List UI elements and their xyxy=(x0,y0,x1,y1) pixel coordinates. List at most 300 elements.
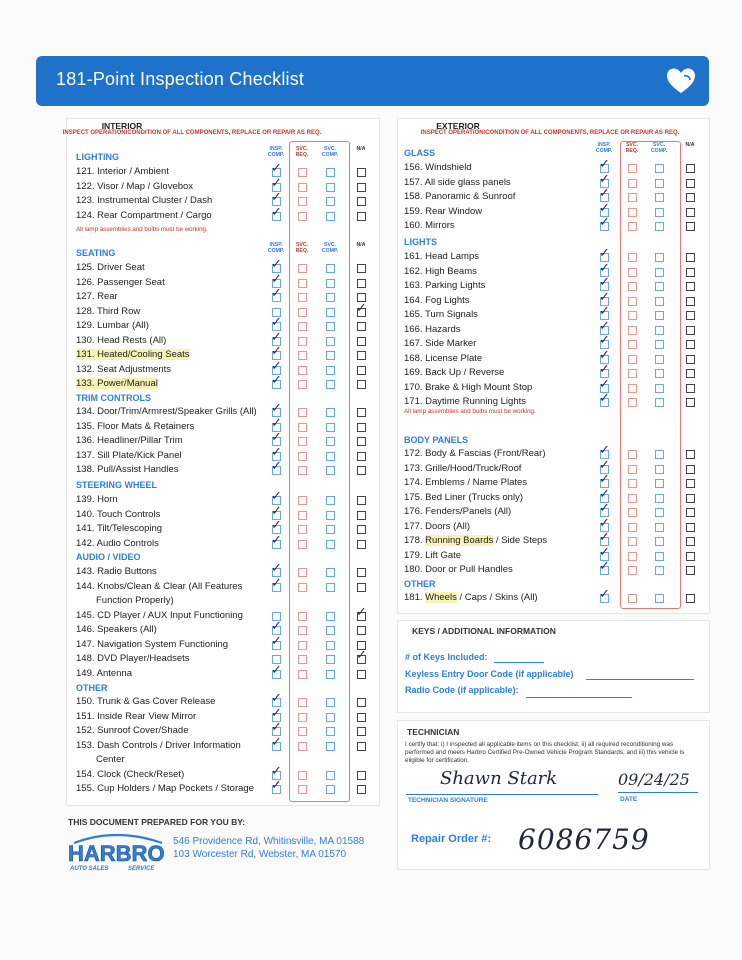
checkmark-icon: ✓ xyxy=(356,300,367,316)
checkbox-svc[interactable] xyxy=(628,208,637,217)
checkmark-icon: ✓ xyxy=(599,157,610,172)
checkbox-na[interactable] xyxy=(357,279,366,288)
checkbox-na[interactable] xyxy=(357,423,366,432)
checkbox-comp[interactable] xyxy=(655,508,664,517)
checkbox-svc[interactable] xyxy=(628,508,637,517)
checkbox-comp[interactable] xyxy=(655,566,664,575)
checkbox-na[interactable] xyxy=(686,508,695,517)
checkbox-na[interactable] xyxy=(686,355,695,364)
checklist-item-label: 155. Cup Holders / Map Pockets / Storage xyxy=(76,783,254,794)
checklist-item-label: 180. Door or Pull Handles xyxy=(404,564,513,575)
harbro-logo xyxy=(66,833,168,873)
checkbox-comp[interactable] xyxy=(655,340,664,349)
checkbox-comp[interactable] xyxy=(655,594,664,603)
category-body: BODY PANELS xyxy=(404,435,469,445)
checkbox-na[interactable] xyxy=(686,340,695,349)
checkbox-na[interactable] xyxy=(686,222,695,231)
checkbox-comp[interactable] xyxy=(326,785,335,794)
checklist-item-label: 122. Visor / Map / Glovebox xyxy=(76,180,194,192)
checkbox-na[interactable] xyxy=(686,479,695,488)
checkbox-na[interactable] xyxy=(357,568,366,577)
checkbox-svc[interactable] xyxy=(298,713,307,722)
checkbox-na[interactable] xyxy=(357,698,366,707)
checkbox-na[interactable] xyxy=(357,351,366,360)
checkbox-comp[interactable] xyxy=(326,511,335,520)
checklist-item-label: 121. Interior / Ambient xyxy=(76,166,169,177)
checkbox-na[interactable] xyxy=(686,398,695,407)
checkbox-comp[interactable] xyxy=(326,713,335,722)
checkbox-comp[interactable] xyxy=(326,423,335,432)
checkbox-na[interactable] xyxy=(357,437,366,446)
checkbox-comp[interactable] xyxy=(326,742,335,751)
checkbox-na[interactable] xyxy=(686,384,695,393)
checkbox-comp[interactable] xyxy=(326,540,335,549)
exterior-subtitle: INSPECT OPERATION/CONDITION OF ALL COMPONENTS, REPLACE OR REPAIR AS REQ. xyxy=(420,130,680,136)
checkmark-icon: ✓ xyxy=(271,358,282,374)
checkbox-svc[interactable] xyxy=(298,197,307,206)
checkbox-svc[interactable] xyxy=(298,583,307,592)
checkbox-svc[interactable] xyxy=(628,179,637,188)
keyless-code-label: Keyless Entry Door Code (if applicable) xyxy=(405,669,574,679)
checkbox-comp[interactable] xyxy=(326,612,335,621)
checklist-item-label: Center xyxy=(96,754,125,765)
checkbox-comp[interactable] xyxy=(326,308,335,317)
checkmark-icon: ✓ xyxy=(271,503,282,519)
checkbox-comp[interactable] xyxy=(326,337,335,346)
checkbox-svc[interactable] xyxy=(298,366,307,375)
checkbox-na[interactable] xyxy=(686,537,695,546)
checkmark-icon: ✓ xyxy=(271,691,282,706)
checklist-item-label: 150. Trunk & Gas Cover Release xyxy=(76,696,216,707)
highlighted-text: Wheels xyxy=(425,592,457,603)
checkbox-na[interactable] xyxy=(357,727,366,736)
checkbox-svc[interactable] xyxy=(298,408,307,417)
checkbox-comp[interactable] xyxy=(655,179,664,188)
checkbox-na[interactable] xyxy=(686,594,695,603)
checklist-item-label: 130. Head Rests (All) xyxy=(76,334,167,346)
checkbox-comp[interactable] xyxy=(326,408,335,417)
checkbox-na[interactable] xyxy=(357,626,366,635)
checkbox-comp[interactable] xyxy=(655,193,664,202)
radio-code-field[interactable] xyxy=(526,697,632,698)
checkmark-icon: ✓ xyxy=(271,175,282,191)
checkbox-comp[interactable] xyxy=(326,279,335,288)
checkmark-icon: ✓ xyxy=(271,734,282,750)
checklist-item-label: 174. Emblems / Name Plates xyxy=(404,477,528,488)
checkbox-svc[interactable] xyxy=(628,537,637,546)
checkbox-comp[interactable] xyxy=(326,183,335,192)
checklist-item-label: 123. Instrumental Cluster / Dash xyxy=(76,195,213,206)
checkbox-comp[interactable] xyxy=(326,437,335,446)
checkbox-svc[interactable] xyxy=(628,384,637,393)
checkmark-icon: ✓ xyxy=(271,430,282,445)
checklist-item-label: 134. Door/Trim/Armrest/Speaker Grills (All) xyxy=(76,406,257,417)
checkbox-na[interactable] xyxy=(357,380,366,389)
checkmark-icon: ✓ xyxy=(271,778,282,793)
radio-code-label: Radio Code (if applicable): xyxy=(405,685,519,695)
checkbox-na[interactable] xyxy=(357,713,366,722)
checkbox-na[interactable] xyxy=(686,523,695,532)
checkbox-svc[interactable] xyxy=(298,423,307,432)
checkbox-svc[interactable] xyxy=(298,337,307,346)
checkbox-comp[interactable] xyxy=(326,698,335,707)
checkmark-icon: ✓ xyxy=(271,329,282,345)
checklist-item-label: 127. Rear xyxy=(76,291,118,302)
checkmark-icon: ✓ xyxy=(271,344,282,359)
checkbox-na[interactable] xyxy=(686,311,695,320)
checklist-item-label: 141. Tilt/Telescoping xyxy=(76,523,163,534)
checkbox-na[interactable] xyxy=(686,253,695,262)
checkbox-svc[interactable] xyxy=(298,568,307,577)
checkbox-svc[interactable] xyxy=(628,494,637,503)
checkbox-comp[interactable] xyxy=(655,355,664,364)
checkbox-comp[interactable] xyxy=(655,537,664,546)
checkmark-icon: ✓ xyxy=(271,459,282,474)
checkbox-svc[interactable] xyxy=(298,727,307,736)
checkbox-svc[interactable] xyxy=(628,311,637,320)
checkbox-na[interactable] xyxy=(357,337,366,346)
checkmark-icon: ✓ xyxy=(599,391,610,406)
checkmark-icon: ✓ xyxy=(599,260,610,276)
checkbox-na[interactable] xyxy=(686,179,695,188)
checklist-item-label: 152. Sunroof Cover/Shade xyxy=(76,725,189,736)
checkbox-svc[interactable] xyxy=(298,742,307,751)
checkbox-comp[interactable] xyxy=(655,164,664,173)
checkmark-icon: ✓ xyxy=(599,501,610,516)
checkbox-comp[interactable] xyxy=(655,208,664,217)
checkbox-na[interactable] xyxy=(686,297,695,306)
checkmark-icon: ✓ xyxy=(271,633,282,649)
checkbox-na[interactable] xyxy=(357,540,366,549)
checkbox-svc[interactable] xyxy=(298,771,307,780)
checkmark-icon: ✓ xyxy=(599,289,610,305)
checkmark-icon: ✓ xyxy=(271,720,282,735)
column-header-svc: SVC. REQ. xyxy=(295,242,309,254)
category-seating: SEATING xyxy=(76,248,116,258)
checkbox-na[interactable] xyxy=(686,282,695,291)
checkmark-icon: ✓ xyxy=(271,257,282,272)
checkmark-icon: ✓ xyxy=(599,171,610,187)
checkbox-na[interactable] xyxy=(357,183,366,192)
checkbox-na[interactable] xyxy=(686,208,695,217)
checkbox-comp[interactable] xyxy=(655,479,664,488)
date-line[interactable] xyxy=(618,792,698,793)
checkbox-comp[interactable] xyxy=(655,552,664,561)
checkmark-icon: ✓ xyxy=(271,705,282,721)
checkbox-na[interactable] xyxy=(686,369,695,378)
checkbox-svc[interactable] xyxy=(298,293,307,302)
signature-label: TECHNICIAN SIGNATURE xyxy=(408,797,488,804)
checkbox-svc[interactable] xyxy=(298,212,307,221)
checkbox-comp[interactable] xyxy=(655,222,664,231)
checkmark-icon: ✓ xyxy=(271,575,282,591)
checkbox-na[interactable] xyxy=(357,525,366,534)
checkbox-na[interactable] xyxy=(357,212,366,221)
checklist-item-label: 132. Seat Adjustments xyxy=(76,363,172,375)
checklist-item-label: 168. License Plate xyxy=(404,352,483,364)
checkbox-na[interactable] xyxy=(357,496,366,505)
checkmark-icon: ✓ xyxy=(271,444,282,460)
checklist-item-label: 133. Power/Manual xyxy=(76,378,158,389)
checkbox-na[interactable] xyxy=(686,465,695,474)
checkbox-comp[interactable] xyxy=(326,351,335,360)
checkbox-na[interactable] xyxy=(357,264,366,273)
checklist-item-label: 151. Inside Rear View Mirror xyxy=(76,710,197,722)
checkbox-svc[interactable] xyxy=(298,670,307,679)
signature-line[interactable] xyxy=(406,794,598,795)
checkbox-na[interactable] xyxy=(357,771,366,780)
checkbox-comp[interactable] xyxy=(326,366,335,375)
checkbox-comp[interactable] xyxy=(326,264,335,273)
checkbox-svc[interactable] xyxy=(628,268,637,277)
checkbox-svc[interactable] xyxy=(628,253,637,262)
checkmark-icon: ✓ xyxy=(271,532,282,548)
checkbox-na[interactable] xyxy=(686,268,695,277)
checkbox-na[interactable] xyxy=(686,164,695,173)
checkbox-na[interactable] xyxy=(357,452,366,461)
checkmark-icon: ✓ xyxy=(271,161,282,176)
checklist-item-label: 157. All side glass panels xyxy=(404,176,511,188)
checkbox-comp[interactable] xyxy=(655,398,664,407)
checkbox-comp[interactable] xyxy=(655,282,664,291)
checkbox-comp[interactable] xyxy=(326,168,335,177)
checkmark-icon: ✓ xyxy=(599,376,610,392)
num-keys-field[interactable] xyxy=(494,662,544,663)
checklist-item-label: 160. Mirrors xyxy=(404,220,455,231)
checklist-item-label: 178. Running Boards / Side Steps xyxy=(404,535,548,546)
column-header-insp: INSP. COMP. xyxy=(267,242,285,254)
checkbox-comp[interactable] xyxy=(326,727,335,736)
checkmark-icon: ✓ xyxy=(599,246,610,261)
category-steering: STEERING WHEEL xyxy=(76,480,158,490)
checkmark-icon: ✓ xyxy=(599,472,610,487)
checkbox-comp[interactable] xyxy=(655,297,664,306)
checklist-item-label: 162. High Beams xyxy=(404,265,477,277)
checkbox-na[interactable] xyxy=(686,326,695,335)
checkmark-icon: ✓ xyxy=(599,200,610,216)
checkbox-svc[interactable] xyxy=(628,552,637,561)
checkbox-svc[interactable] xyxy=(628,523,637,532)
logo-sub-left: AUTO SALES xyxy=(70,866,109,872)
checkbox-svc[interactable] xyxy=(298,437,307,446)
checkbox-svc[interactable] xyxy=(298,168,307,177)
checklist-item-label: 147. Navigation System Functioning xyxy=(76,638,229,650)
technician-signature: Shawn Stark xyxy=(440,768,558,789)
checkbox-comp[interactable] xyxy=(326,293,335,302)
column-header-svc: SVC. REQ. xyxy=(625,142,639,154)
checkbox-svc[interactable] xyxy=(628,566,637,575)
checkbox-comp[interactable] xyxy=(326,525,335,534)
checklist-item-label: 158. Panoramic & Sunroof xyxy=(404,191,516,202)
checklist-item-label: 169. Back Up / Reverse xyxy=(404,367,505,378)
checkbox-svc[interactable] xyxy=(298,496,307,505)
checkbox-svc[interactable] xyxy=(298,626,307,635)
checkbox-svc[interactable] xyxy=(298,322,307,331)
checkbox-svc[interactable] xyxy=(628,369,637,378)
logo-sub-right: SERVICE xyxy=(128,866,155,872)
keyless-code-field[interactable] xyxy=(586,679,694,680)
checkmark-icon: ✓ xyxy=(599,443,610,458)
checkmark-icon: ✓ xyxy=(599,515,610,531)
repair-order-label: Repair Order #: xyxy=(411,833,492,845)
checklist-item-label: 179. Lift Gate xyxy=(404,549,462,561)
checkmark-icon: ✓ xyxy=(271,373,282,388)
checkmark-icon: ✓ xyxy=(599,347,610,363)
checkbox-comp[interactable] xyxy=(655,311,664,320)
checkbox-comp[interactable] xyxy=(655,369,664,378)
category-other: OTHER xyxy=(76,683,108,693)
checkbox-na[interactable] xyxy=(357,583,366,592)
checkbox-svc[interactable] xyxy=(298,655,307,664)
category-other: OTHER xyxy=(404,579,436,589)
checkbox-svc[interactable] xyxy=(628,297,637,306)
checkbox-svc[interactable] xyxy=(298,698,307,707)
checkbox-na[interactable] xyxy=(357,197,366,206)
checkbox-comp[interactable] xyxy=(326,466,335,475)
checkbox-comp[interactable] xyxy=(655,494,664,503)
column-header-comp: SVC. COMP. xyxy=(321,242,339,254)
category-lights: LIGHTS xyxy=(404,237,437,247)
checklist-item-label: 148. DVD Player/Headsets xyxy=(76,653,190,664)
checkbox-svc[interactable] xyxy=(628,282,637,291)
checkbox-svc[interactable] xyxy=(298,380,307,389)
checkbox-comp[interactable] xyxy=(655,465,664,474)
checkbox-svc[interactable] xyxy=(628,465,637,474)
checkbox-na[interactable] xyxy=(357,408,366,417)
checkbox-na[interactable] xyxy=(357,670,366,679)
checkbox-svc[interactable] xyxy=(298,466,307,475)
checkbox-comp[interactable] xyxy=(326,568,335,577)
checkbox-comp[interactable] xyxy=(655,523,664,532)
prepared-by-label: THIS DOCUMENT PREPARED FOR YOU BY: xyxy=(68,817,246,827)
checkbox-svc[interactable] xyxy=(298,511,307,520)
checkbox-svc[interactable] xyxy=(298,612,307,621)
checkbox-svc[interactable] xyxy=(298,785,307,794)
checkbox-na[interactable] xyxy=(686,494,695,503)
checkbox-svc[interactable] xyxy=(628,193,637,202)
checklist-item-label: 124. Rear Compartment / Cargo xyxy=(76,209,212,221)
checkbox-na[interactable] xyxy=(686,193,695,202)
checkbox-comp[interactable] xyxy=(326,670,335,679)
checklist-item-label: 170. Brake & High Mount Stop xyxy=(404,381,533,393)
checkbox-comp[interactable] xyxy=(326,496,335,505)
checkbox-comp[interactable] xyxy=(326,771,335,780)
checkbox-svc[interactable] xyxy=(298,540,307,549)
checkbox-comp[interactable] xyxy=(326,212,335,221)
checkbox-comp[interactable] xyxy=(655,450,664,459)
checkbox-svc[interactable] xyxy=(628,326,637,335)
date-value: 09/24/25 xyxy=(618,770,690,789)
heart-logo-icon xyxy=(665,65,697,97)
checkbox-svc[interactable] xyxy=(628,594,637,603)
column-header-na: N/A xyxy=(356,242,366,248)
checkbox-comp[interactable] xyxy=(655,268,664,277)
checkbox-svc[interactable] xyxy=(628,398,637,407)
checkbox-na[interactable] xyxy=(357,168,366,177)
checkmark-icon: ✓ xyxy=(271,286,282,301)
checkbox-svc[interactable] xyxy=(298,641,307,650)
checkbox-na[interactable] xyxy=(686,450,695,459)
checklist-item-label: 142. Audio Controls xyxy=(76,537,159,549)
checkbox-na[interactable] xyxy=(357,366,366,375)
checklist-item-label: 171. Daytime Running Lights xyxy=(404,396,526,407)
checkbox-svc[interactable] xyxy=(628,450,637,459)
checkbox-comp[interactable] xyxy=(655,384,664,393)
checkbox-svc[interactable] xyxy=(298,264,307,273)
checkbox-comp[interactable] xyxy=(326,583,335,592)
checkbox-svc[interactable] xyxy=(628,340,637,349)
date-label: DATE xyxy=(620,796,638,803)
checkbox-comp[interactable] xyxy=(326,641,335,650)
checklist-item-label: 161. Head Lamps xyxy=(404,251,479,262)
checkbox-svc[interactable] xyxy=(628,355,637,364)
checkbox-svc[interactable] xyxy=(298,351,307,360)
checkbox-na[interactable] xyxy=(357,322,366,331)
checkbox-svc[interactable] xyxy=(628,479,637,488)
column-header-insp: INSP. COMP. xyxy=(267,146,285,158)
checkbox-svc[interactable] xyxy=(628,164,637,173)
checkmark-icon: ✓ xyxy=(599,275,610,290)
checkbox-svc[interactable] xyxy=(298,308,307,317)
checkmark-icon: ✓ xyxy=(271,401,282,416)
checkbox-svc[interactable] xyxy=(298,183,307,192)
checkmark-icon: ✓ xyxy=(271,204,282,220)
checkbox-na[interactable] xyxy=(686,566,695,575)
checkbox-svc[interactable] xyxy=(298,279,307,288)
checklist-item-label: 139. Horn xyxy=(76,494,118,505)
checkmark-icon: ✓ xyxy=(271,190,282,205)
checkbox-svc[interactable] xyxy=(628,222,637,231)
checkmark-icon: ✓ xyxy=(599,362,610,377)
checkbox-comp[interactable] xyxy=(326,655,335,664)
checkmark-icon: ✓ xyxy=(271,619,282,634)
checkbox-na[interactable] xyxy=(686,552,695,561)
checkbox-comp[interactable] xyxy=(326,197,335,206)
repair-order-value: 6086759 xyxy=(518,823,650,856)
checkbox-svc[interactable] xyxy=(298,525,307,534)
column-header-svc: SVC. REQ. xyxy=(295,146,309,158)
checkbox-na[interactable] xyxy=(357,785,366,794)
page-title: 181-Point Inspection Checklist xyxy=(56,69,305,89)
checkbox-comp[interactable] xyxy=(326,380,335,389)
checkbox-na[interactable] xyxy=(357,466,366,475)
checklist-item-label: 173. Grille/Hood/Truck/Roof xyxy=(404,462,522,474)
certification-text: I certify that: i) I inspected all applicable items on this checklist; ii) all required reconditioning was performed and meets Harbro Certified Pre-Owned Vehicle Program Standards; and iii) this vehicle is eligible for certification. xyxy=(405,741,685,764)
address-line-1: 546 Providence Rd, Whitinsville, MA 01588 xyxy=(173,836,365,847)
checkbox-na[interactable] xyxy=(357,511,366,520)
checklist-item-label: 164. Fog Lights xyxy=(404,294,470,306)
checkbox-svc[interactable] xyxy=(298,452,307,461)
checkbox-comp[interactable] xyxy=(326,626,335,635)
checklist-item-label: 135. Floor Mats & Retainers xyxy=(76,420,195,432)
checkmark-icon: ✓ xyxy=(599,304,610,319)
harbro-logo-icon xyxy=(66,833,168,873)
checkbox-comp[interactable] xyxy=(655,326,664,335)
technician-title: TECHNICIAN xyxy=(407,727,460,737)
checkbox-comp[interactable] xyxy=(655,253,664,262)
checklist-item-label: 165. Turn Signals xyxy=(404,309,478,320)
checkbox-comp[interactable] xyxy=(326,452,335,461)
checklist-item-label: 175. Bed Liner (Trucks only) xyxy=(404,491,523,503)
column-header-comp: SVC. COMP. xyxy=(650,142,668,154)
checkbox-comp[interactable] xyxy=(326,322,335,331)
exterior-title: EXTERIOR xyxy=(436,121,480,131)
checkbox-na[interactable] xyxy=(357,742,366,751)
interior-title: INTERIOR xyxy=(101,121,143,131)
checklist-item-label: 126. Passenger Seat xyxy=(76,276,165,288)
keys-title: KEYS / ADDITIONAL INFORMATION xyxy=(412,626,556,636)
checkmark-icon: ✓ xyxy=(356,604,367,620)
